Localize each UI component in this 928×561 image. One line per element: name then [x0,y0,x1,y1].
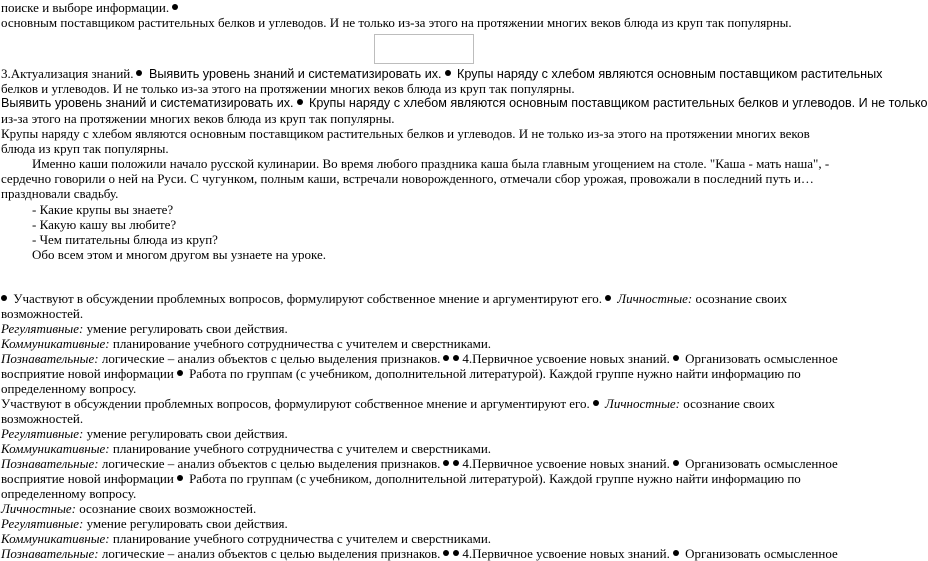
text-line: сердечно говорили о ней на Руси. С чугунком, полным каши, встречали новорожденного, отмечали сбор урожая, провожали в последний путь и… [1,171,814,186]
bullet-icon [593,400,599,406]
italic-label: Познавательные: [1,456,99,471]
italic-label: Регулятивные: [1,516,84,531]
bullet-icon [297,99,303,105]
text-line [1,0,814,15]
bullet-icon [443,355,449,361]
text-span: умение регулировать свои действия. [83,516,288,531]
text-line [1,351,838,366]
text-span: Выявить уровень знаний и систематизировать их. [145,67,442,81]
bullet-icon [673,355,679,361]
italic-label: Личностные: [1,501,76,516]
text-span: умение регулировать свои действия. [83,321,288,336]
text-span: планирование учебного сотрудничества с учителем и сверстниками. [109,441,492,456]
image-placeholder [374,34,474,64]
text-span: логические – анализ объектов с целью выделения признаков. [98,546,441,561]
text-span: Участвуют в обсуждении проблемных вопросов, формулируют собственное мнение и аргументируют его. [1,396,590,411]
text-line: возможностей. [1,411,84,426]
text-line [1,321,814,336]
text-line: блюда из круп так популярны. [1,141,169,156]
bullet-icon [443,460,449,466]
text-line [1,516,814,531]
text-line: Именно каши положили начало русской кулинарии. Во время любого праздника каша была главным угощением на столе. "Каша - мать наша", - [32,156,830,171]
text-line: определенному вопросу. [1,381,137,396]
text-span: Организовать осмысленное [681,546,838,561]
text-span: Крупы наряду с хлебом являются основным поставщиком растительных [453,67,883,81]
text-span: Участвуют в обсуждении проблемных вопросов, формулируют собственное мнение и аргументируют его. [10,291,603,306]
text-span: Организовать осмысленное [681,351,838,366]
text-line [1,456,838,471]
text-line [1,396,814,411]
text-span: восприятие новой информации [1,366,174,381]
question-line: - Какую кашу вы любите? [32,217,177,232]
italic-label: Личностные: [614,291,693,306]
bullet-icon [177,475,183,481]
italic-label: Личностные: [601,396,681,411]
text-line [1,426,814,441]
bullet-icon [673,460,679,466]
text-span: логические – анализ объектов с целью выделения признаков. [98,456,441,471]
section-heading: 3.Актуализация знаний. [1,66,134,81]
text-span: осознание своих возможностей. [75,501,257,516]
italic-label: Регулятивные: [1,321,84,336]
text-span: 4.Первичное усвоение новых знаний. [462,351,670,366]
bullet-icon [445,70,451,76]
text-span: Работа по группам (с учебником, дополнительной литературой). Каждой группе нужно найти информацию по [185,471,801,486]
text-line: Крупы наряду с хлебом являются основным поставщиком растительных белков и углеводов. И не только из-за этого на протяжении многих веков [1,126,810,141]
text-span: поиске и выборе информации. [1,0,170,15]
italic-label: Познавательные: [1,351,99,366]
question-line: - Какие крупы вы знаете? [32,202,174,217]
text-line: из-за этого на протяжении многих веков блюда из круп так популярны. [1,111,395,126]
text-span: 4.Первичное усвоение новых знаний. [462,546,670,561]
italic-label: Коммуникативные: [1,531,110,546]
text-line: белков и углеводов. И не только из-за этого на протяжении многих веков блюда из круп так популярны. [1,81,575,96]
question-line: - Чем питательны блюда из круп? [32,232,218,247]
text-span: Крупы наряду с хлебом являются основным поставщиком растительных белков и углеводов. И не только [305,96,928,110]
text-span: Организовать осмысленное [681,456,838,471]
italic-label: Коммуникативные: [1,336,110,351]
text-span: Выявить уровень знаний и систематизировать их. [1,96,294,110]
bullet-icon [1,295,7,301]
text-line: Обо всем этом и многом другом вы узнаете на уроке. [32,247,327,262]
bullet-icon [605,295,611,301]
text-line: основным поставщиком растительных белков и углеводов. И не только из-за этого на протяжении многих веков блюда из круп так популярны. [1,15,792,30]
text-span: осознание своих [692,291,788,306]
text-line [1,291,814,306]
text-line [1,441,814,456]
text-span: логические – анализ объектов с целью выделения признаков. [98,351,441,366]
text-line [1,366,814,381]
text-span: осознание своих [680,396,775,411]
text-span: планирование учебного сотрудничества с учителем и сверстниками. [109,531,492,546]
text-line [1,96,928,111]
bullet-icon [172,4,178,10]
text-span: умение регулировать свои действия. [83,426,288,441]
text-line: возможностей. [1,306,84,321]
italic-label: Коммуникативные: [1,441,110,456]
bullet-icon [443,550,449,556]
text-span: планирование учебного сотрудничества с учителем и сверстниками. [109,336,492,351]
italic-label: Познавательные: [1,546,99,561]
text-line: праздновали свадьбу. [1,186,119,201]
text-line [1,471,814,486]
bullet-icon [453,460,459,466]
italic-label: Регулятивные: [1,426,84,441]
text-line [1,501,814,516]
text-line: определенному вопросу. [1,486,137,501]
bullet-icon [136,70,142,76]
bullet-icon [453,550,459,556]
bullet-icon [177,370,183,376]
bullet-icon [673,550,679,556]
text-line [1,531,814,546]
text-span: 4.Первичное усвоение новых знаний. [462,456,670,471]
text-line [1,546,838,561]
text-line [1,66,883,82]
bullet-icon [453,355,459,361]
text-line [1,336,814,351]
text-span: Работа по группам (с учебником, дополнительной литературой). Каждой группе нужно найти информацию по [185,366,801,381]
text-span: восприятие новой информации [1,471,174,486]
